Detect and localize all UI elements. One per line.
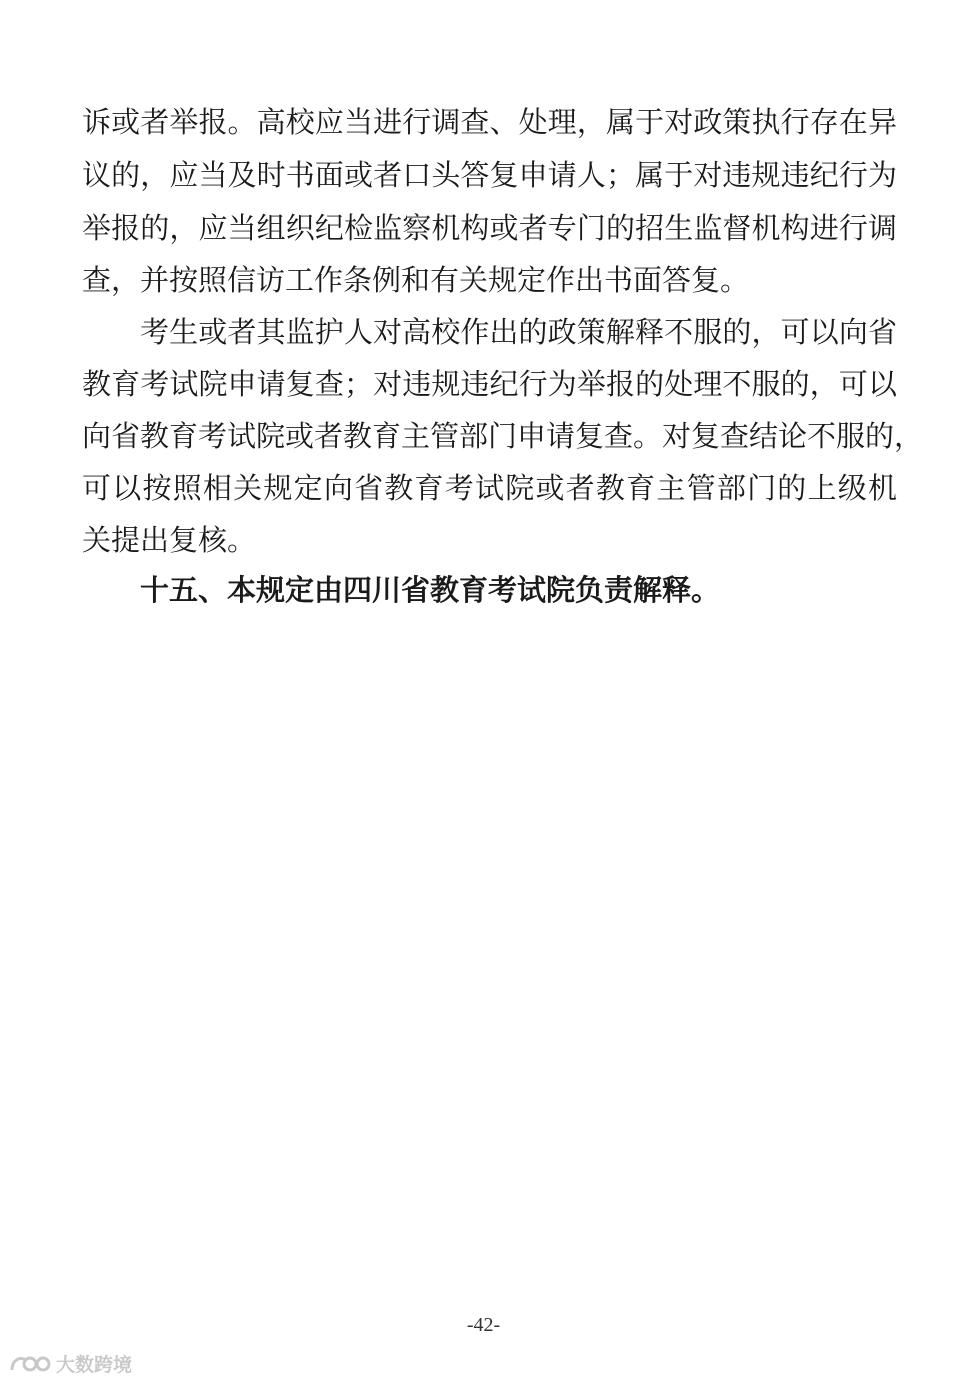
paragraph-line: 关提出复核。 bbox=[82, 523, 257, 557]
page-number: -42- bbox=[466, 1314, 501, 1336]
watermark bbox=[8, 1350, 132, 1377]
paragraph-line: 议的，应当及时书面或者口头答复申请人；属于对违规违纪行为 bbox=[82, 158, 897, 192]
article-15-heading: 十五、本规定由四川省教育考试院负责解释。 bbox=[140, 573, 721, 607]
paragraph-line: 教育考试院申请复查；对违规违纪行为举报的处理不服的，可以 bbox=[82, 367, 897, 401]
paragraph-line: 诉或者举报。高校应当进行调查、处理，属于对政策执行存在异 bbox=[82, 105, 897, 139]
paragraph-line: 向省教育考试院或者教育主管部门申请复查。对复查结论不服的， bbox=[82, 419, 924, 453]
paragraph-line: 举报的，应当组织纪检监察机构或者专门的招生监督机构进行调 bbox=[82, 211, 897, 245]
watermark-logo-icon bbox=[8, 1352, 52, 1376]
paragraph-line: 考生或者其监护人对高校作出的政策解释不服的，可以向省 bbox=[140, 315, 897, 349]
paragraph-line: 查，并按照信访工作条例和有关规定作出书面答复。 bbox=[82, 263, 750, 297]
paragraph-line: 可以按照相关规定向省教育考试院或者教育主管部门的上级机 bbox=[82, 471, 897, 505]
watermark-text: 大数跨境 bbox=[56, 1354, 133, 1376]
